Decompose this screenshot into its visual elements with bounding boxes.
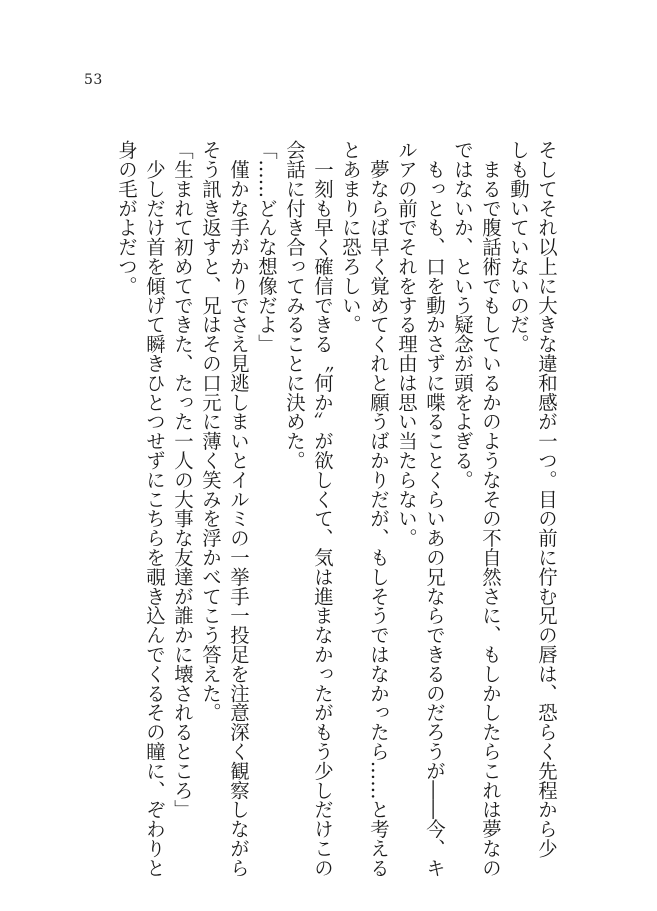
text-line: 会話に付き合ってみることに決めた。 <box>283 140 306 470</box>
page-number: 53 <box>84 72 103 88</box>
text-line: ルアの前でそれをする理由は思い当たらない。 <box>395 140 418 548</box>
text-line: まるで腹話術でもしているかのようなその不自然さに、もしかしたらこれは夢なの <box>479 140 502 878</box>
text-line: 夢ならば早く覚めてくれと願うばかりだが、もしそうではなかったら……と考える <box>367 140 390 878</box>
text-line: 少しだけ首を傾げて瞬きひとつせずにこちらを覗き込んでくるその瞳に、ぞわりと <box>143 140 166 878</box>
text-line: 僅かな手がかりでさえ見逃しまいとイルミの一挙手一投足を注意深く観察しながら <box>227 140 250 878</box>
text-line: 身の毛がよだつ。 <box>115 140 138 296</box>
text-line: そう訊き返すと、兄はその口元に薄く笑みを浮かべてこう答えた。 <box>199 140 222 722</box>
body-text <box>98 140 560 878</box>
text-line: とあまりに恐ろしい。 <box>339 140 362 334</box>
text-line: ではないか、という疑念が頭をよぎる。 <box>451 140 474 490</box>
text-line: 「……どんな想像だよ」 <box>255 140 278 354</box>
text-line: もっとも、口を動かさずに喋ることくらいあの兄ならできるのだろうが――今、キ <box>423 140 446 878</box>
text-line: しも動いていないのだ。 <box>507 140 530 354</box>
text-line: 「生まれて初めてできた、たった一人の大事な友達が誰かに壊されるところ」 <box>171 140 194 819</box>
text-line: 一刻も早く確信できる〝何か〟が欲しくて、気は進まなかったがもう少しだけこの <box>311 140 334 878</box>
text-line: そしてそれ以上に大きな違和感が一つ。目の前に佇む兄の唇は、恐らく先程から少 <box>535 140 558 858</box>
